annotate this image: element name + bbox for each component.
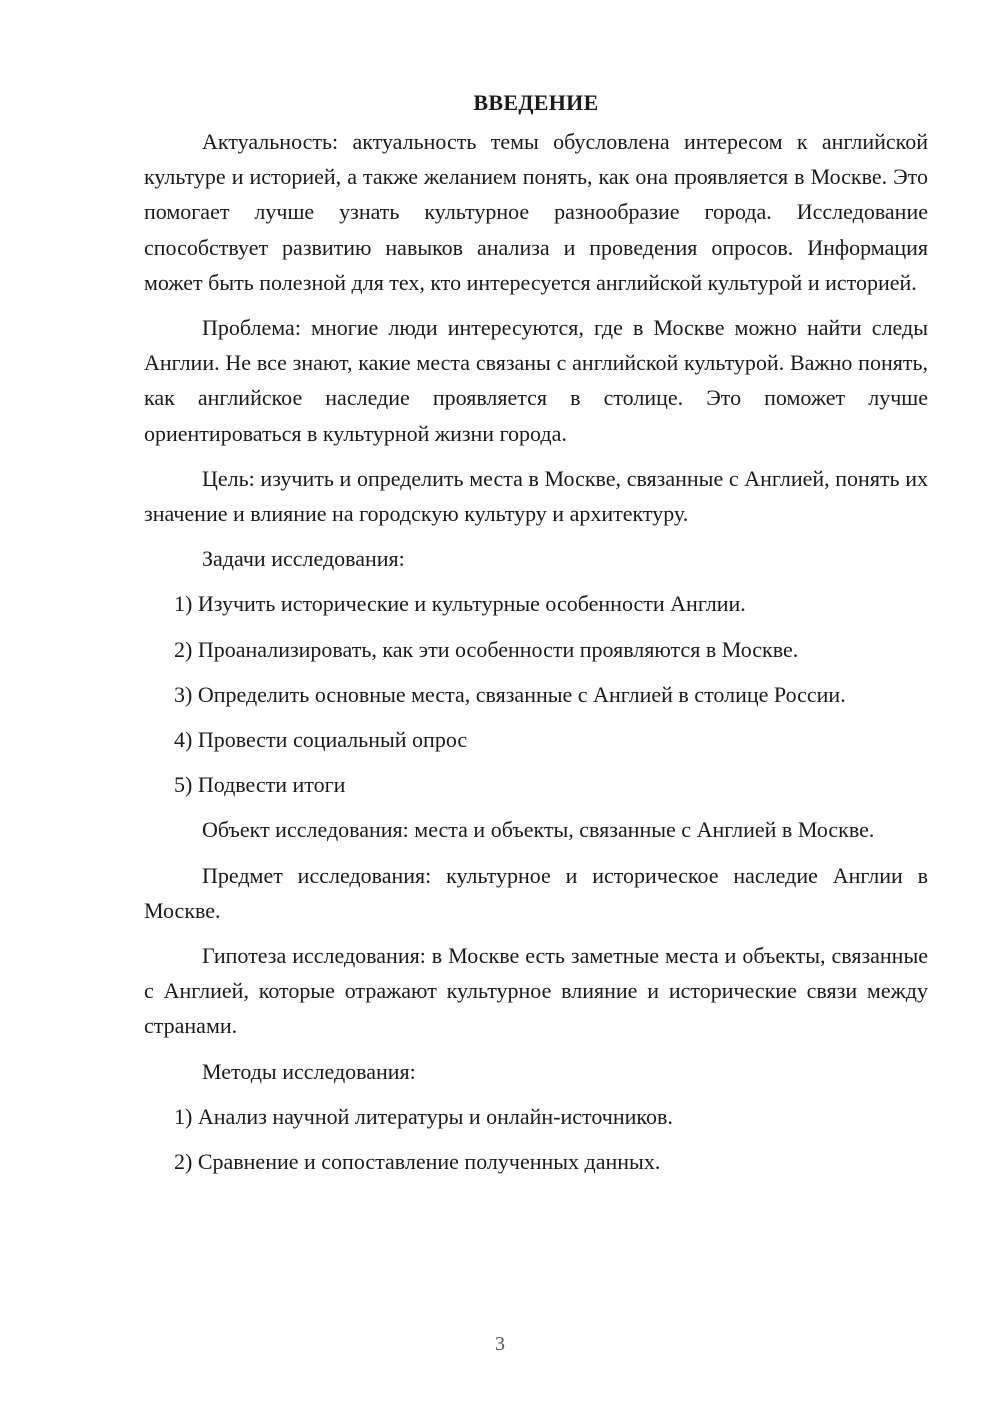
tasks-heading: Задачи исследования:: [202, 546, 405, 572]
relevance-paragraph: Актуальность: актуальность темы обусловлена интересом к английской культуре и историей, а также желанием понять, как она проявляется в Москве. Это помогает лучше узнать культурное разнообразие города. Исследование способствует развитию навыков анализа и проведения опросов. Информация может быть полезной для тех, кто интересуется английской культурой и историей.: [144, 129, 928, 295]
page-title: ВВЕДЕНИЕ: [473, 90, 599, 115]
tasks-list: [144, 586, 928, 802]
problem-paragraph: Проблема: многие люди интересуются, где в Москве можно найти следы Англии. Не все знают, какие места связаны с английской культурой. Важно понять, как английское наследие проявляется в столице. Это поможет лучше ориентироваться в культурной жизни города.: [144, 315, 928, 446]
hypothesis-paragraph: Гипотеза исследования: в Москве есть заметные места и объекты, связанные с Англией, которые отражают культурное влияние и исторические связи между странами.: [144, 943, 928, 1039]
methods-heading: Методы исследования:: [202, 1058, 416, 1084]
list-item: 2) Проанализировать, как эти особенности проявляются в Москве.: [174, 636, 799, 662]
list-item: 4) Провести социальный опрос: [174, 727, 468, 753]
list-item: 1) Изучить исторические и культурные особенности Англии.: [174, 591, 746, 617]
document-page: [144, 88, 928, 1189]
list-item: 1) Анализ научной литературы и онлайн-источников.: [174, 1103, 673, 1129]
subject-paragraph: Предмет исследования: культурное и историческое наследие Англии в Москве.: [144, 862, 928, 923]
list-item: 3) Определить основные места, связанные с Англией в столице России.: [174, 681, 846, 707]
list-item: 5) Подвести итоги: [174, 772, 346, 798]
object-paragraph: Объект исследования: места и объекты, связанные с Англией в Москве.: [202, 817, 875, 843]
methods-list: [144, 1099, 928, 1179]
page-number: 3: [495, 1333, 505, 1355]
goal-paragraph: Цель: изучить и определить места в Москве, связанные с Англией, понять их значение и влияние на городскую культуру и архитектуру.: [144, 465, 928, 527]
list-item: 2) Сравнение и сопоставление полученных данных.: [174, 1149, 661, 1175]
